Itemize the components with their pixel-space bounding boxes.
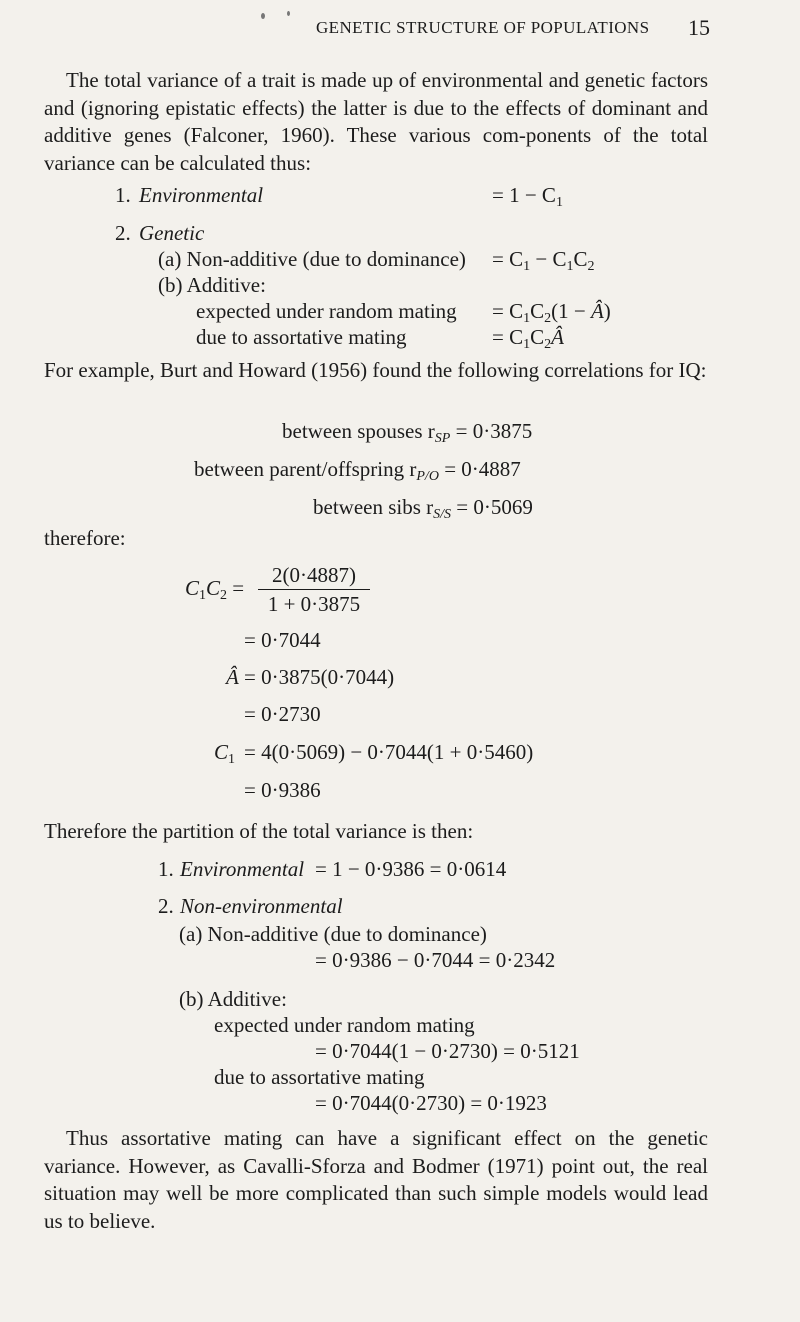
item-a-label: (a) Non-additive (due to dominance) — [158, 247, 466, 271]
page-number: 15 — [688, 15, 710, 40]
item1-formula: = $1 - C_1$ — [492, 183, 563, 210]
partition-a-formula: = 0·9386 − 0·7044 = 0·2342 — [315, 948, 556, 972]
item2-label: Genetic — [139, 221, 205, 245]
corr-sibs: between sibs $r_{S/S} = 0\cdot 5069$ — [313, 495, 533, 522]
c1-result: = 0·9386 — [244, 778, 321, 802]
print-speck — [261, 13, 265, 19]
item1-number: 1. — [115, 183, 131, 207]
c1c2-fraction — [258, 562, 370, 617]
partition-1-number: 1. — [158, 857, 174, 881]
a-hat-result: = 0·2730 — [244, 702, 321, 726]
item-b2-formula: = $C_1C_2Â$ — [492, 325, 564, 352]
c1c2-numerator: 2(0·4887) — [272, 563, 356, 587]
partition-b-label: (b) Additive: — [179, 987, 287, 1011]
item-b2-label: due to assortative mating — [196, 325, 407, 349]
partition-intro: Therefore the partition of the total variance is then: — [44, 819, 474, 843]
a-hat-lhs: Â — [226, 665, 239, 689]
item-b-label: (b) Additive: — [158, 273, 266, 297]
partition-a-label: (a) Non-additive (due to dominance) — [179, 922, 487, 946]
c1c2-lhs: $C_1C_2$ = — [185, 576, 245, 603]
therefore-label: therefore: — [44, 526, 126, 550]
partition-b1-label: expected under random mating — [214, 1013, 475, 1037]
item2-number: 2. — [115, 221, 131, 245]
c1c2-denominator: 1 + 0·3875 — [267, 592, 361, 616]
a-hat-expression: = 0·3875(0·7044) — [244, 665, 395, 689]
c1-lhs: $C_1$ — [214, 740, 236, 767]
item1-label: Environmental — [139, 183, 264, 207]
partition-b2-label: due to assortative mating — [214, 1065, 425, 1089]
corr-parent-offspring: between parent/offspring $r_{P/O} = 0\cdot 4887$ — [194, 457, 521, 484]
c1c2-result: = 0·7044 — [244, 628, 321, 652]
print-speck — [287, 11, 290, 16]
item-b1-formula: = $C_1C_2(1$ − Â) — [492, 299, 611, 326]
fraction-bar — [258, 589, 370, 590]
partition-b1-formula: = 0·7044(1 − 0·2730) = 0·5121 — [315, 1039, 580, 1063]
partition-b2-formula: = 0·7044(0·2730) = 0·1923 — [315, 1091, 547, 1115]
partition-2-label: Non-environmental — [180, 894, 343, 918]
partition-2-number: 2. — [158, 894, 174, 918]
corr-spouses: between spouses $r_{SP} = 0\cdot 3875$ — [282, 419, 533, 446]
conclusion-paragraph: Thus assortative mating can have a significant effect on the genetic variance. However, as Cavalli-Sforza and Bodmer (1971) point out, the real situation may well be more complicated than such simple models would lead us to believe. — [44, 1126, 708, 1233]
running-title: GENETIC STRUCTURE OF POPULATIONS — [316, 18, 650, 37]
example-paragraph: For example, Burt and Howard (1956) found the following correlations for IQ: — [44, 358, 707, 382]
item-a-formula: = $C_1 - C_1C_2$ — [492, 247, 595, 274]
partition-1-label: Environmental — [180, 857, 305, 881]
item-b1-label: expected under random mating — [196, 299, 457, 323]
intro-paragraph: The total variance of a trait is made up of environmental and genetic factors and (ignoring epistatic effects) the latter is due to the effects of dominant and additive genes (Falconer, 1960). These various com-ponents of the total variance can be calculated thus: — [44, 68, 708, 175]
partition-1-formula: = 1 − 0·9386 = 0·0614 — [315, 857, 507, 881]
c1-expression: = 4(0·5069) − 0·7044(1 + 0·5460) — [244, 740, 534, 764]
